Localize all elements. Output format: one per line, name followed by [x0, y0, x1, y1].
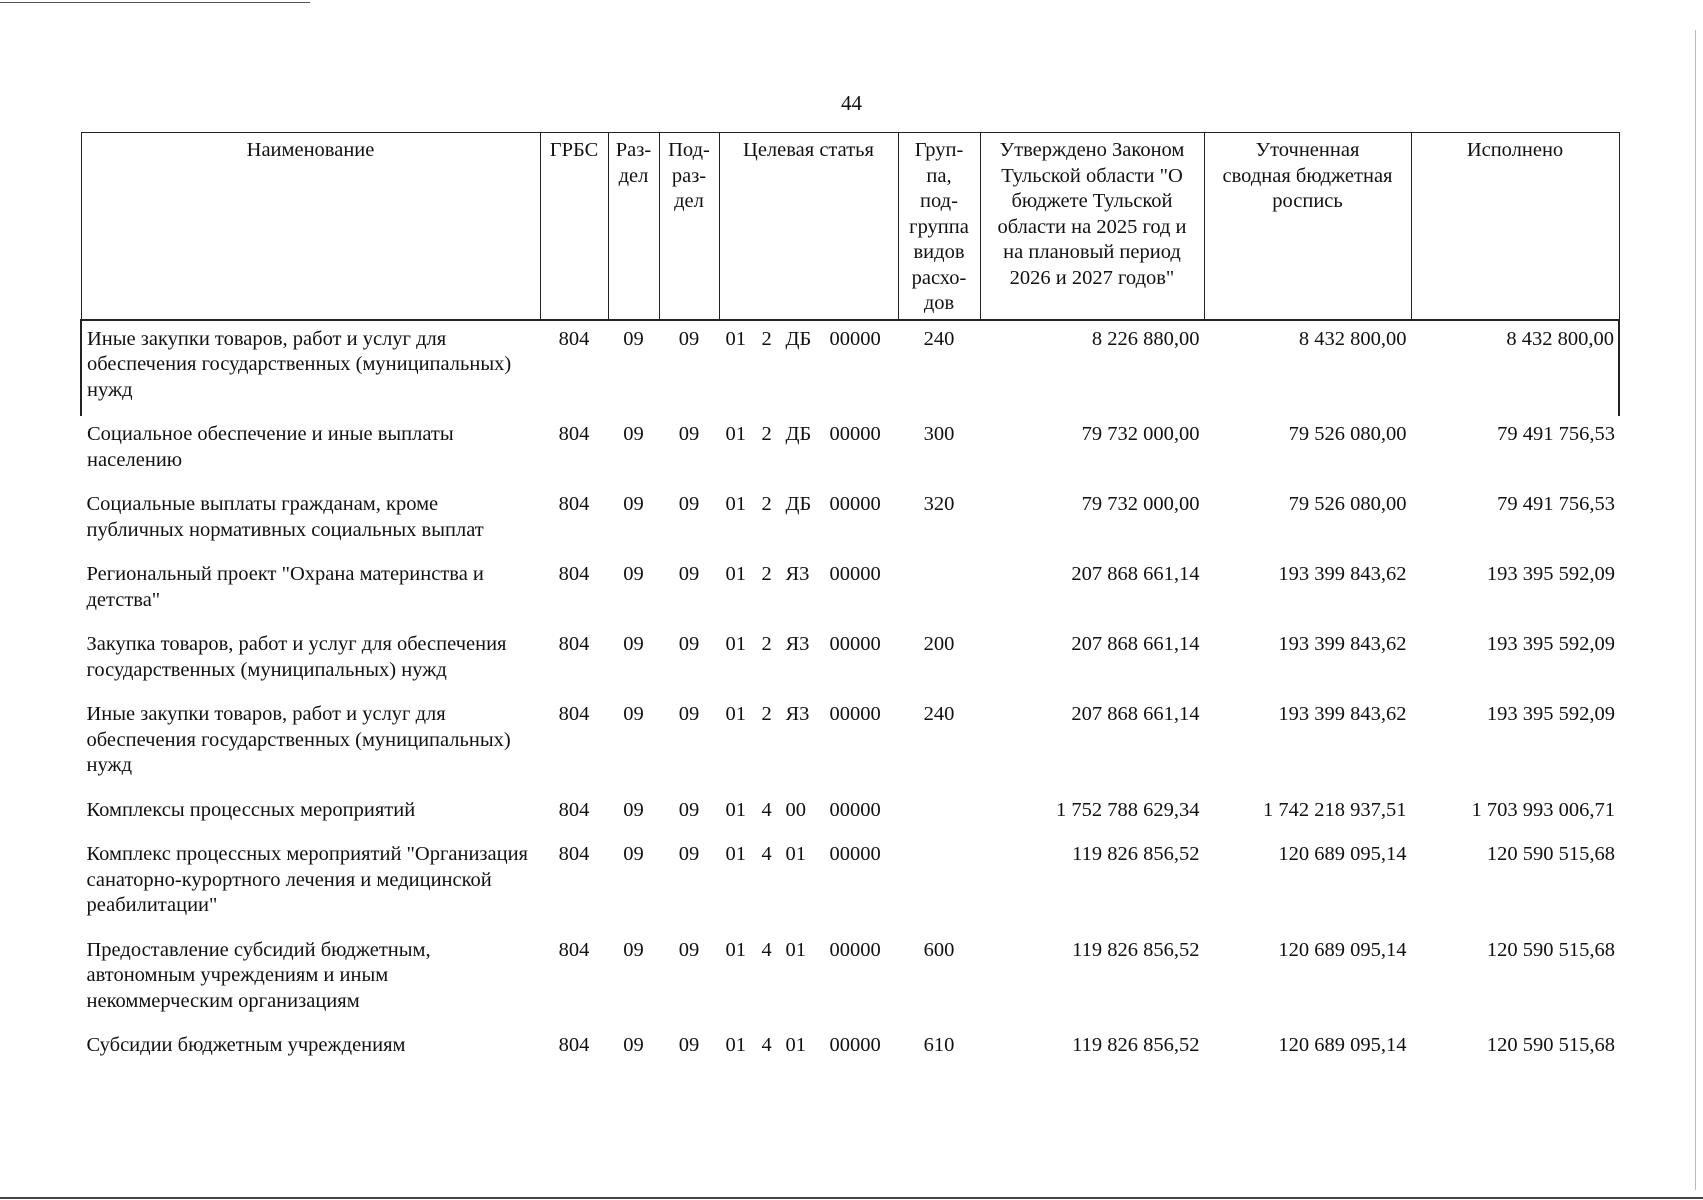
header-gruppa: Груп- па, под- группа видов расхо- дов: [898, 133, 980, 320]
tselevaya-part-4: 00000: [829, 563, 881, 585]
tselevaya-part-3: 01: [785, 1034, 806, 1056]
table-row: [81, 626, 1619, 696]
row-name: Иные закупки товаров, работ и услуг для обеспечения государственных (муниципальных) нужд: [81, 320, 540, 417]
row-podrazdel: 09: [678, 798, 700, 821]
row-podrazdel: 09: [678, 563, 700, 585]
row-grbs: 804: [558, 563, 590, 585]
tselevaya-part-3: Я3: [785, 633, 810, 655]
row-grbs: 804: [558, 798, 590, 821]
row-tselevaya-statya: [719, 626, 898, 696]
table-header-row: [81, 133, 1619, 320]
tselevaya-part-1: 01: [725, 938, 746, 961]
row-grbs: 804: [558, 493, 590, 515]
row-utverzhdeno: 79 732 000,00: [1081, 423, 1200, 445]
header-razdel: Раз- дел: [608, 133, 659, 320]
tselevaya-part-2: 4: [761, 1034, 772, 1056]
scan-edge-right: [1695, 30, 1696, 1190]
row-razdel: 09: [608, 320, 659, 417]
tselevaya-part-1: 01: [725, 703, 746, 725]
row-name: Предоставление субсидий бюджетным, автономным учреждениям и иным некоммерческим организациям: [86, 938, 431, 1012]
row-utverzhdeno: 119 826 856,52: [1072, 938, 1200, 961]
tselevaya-part-2: 2: [761, 493, 772, 515]
row-tselevaya-statya: [719, 486, 898, 556]
tselevaya-part-4: 00000: [829, 1034, 881, 1056]
row-ispolneno: 120 590 515,68: [1486, 1034, 1615, 1056]
budget-table: [80, 132, 1620, 1072]
row-ispolneno: 8 432 800,00: [1411, 320, 1619, 417]
row-ispolneno: 79 491 756,53: [1497, 493, 1615, 515]
tselevaya-part-1: 01: [725, 327, 746, 350]
page-number: 44: [841, 91, 862, 115]
table-row: [81, 836, 1619, 932]
row-gruppa: 240: [898, 320, 980, 417]
row-name: Иные закупки товаров, работ и услуг для обеспечения государственных (муниципальных) нужд: [86, 703, 511, 776]
row-utverzhdeno: 119 826 856,52: [1072, 1034, 1200, 1056]
row-gruppa: 610: [923, 1034, 955, 1056]
tselevaya-part-1: 01: [725, 798, 746, 821]
row-ispolneno: 193 395 592,09: [1486, 633, 1615, 655]
row-razdel: 09: [623, 493, 644, 515]
row-gruppa: [898, 836, 980, 932]
row-utverzhdeno: 79 732 000,00: [1081, 493, 1200, 515]
row-utochnennaya: 193 399 843,62: [1278, 703, 1407, 725]
row-grbs: 804: [558, 938, 590, 961]
row-razdel: 09: [623, 703, 644, 725]
row-utochnennaya: 193 399 843,62: [1278, 633, 1407, 655]
row-ispolneno: 1 703 993 006,71: [1471, 798, 1615, 821]
row-ispolneno: 193 395 592,09: [1486, 703, 1615, 725]
row-gruppa: [898, 792, 980, 837]
tselevaya-part-1: 01: [725, 633, 746, 655]
row-utochnennaya: 1 742 218 937,51: [1263, 798, 1407, 821]
row-name: Комплекс процессных мероприятий "Организация санаторно-курортного лечения и медицинской реабилитации": [86, 843, 528, 916]
row-gruppa: 600: [923, 938, 955, 961]
tselevaya-part-1: 01: [725, 493, 746, 515]
row-ispolneno: 120 590 515,68: [1486, 843, 1615, 865]
table-row: [81, 486, 1619, 556]
row-razdel: 09: [623, 798, 644, 821]
row-razdel: 09: [623, 423, 644, 445]
row-utochnennaya: 120 689 095,14: [1278, 1034, 1407, 1056]
tselevaya-part-1: 01: [725, 563, 746, 585]
row-gruppa: 320: [923, 493, 955, 515]
row-grbs: 804: [558, 703, 590, 725]
row-utverzhdeno: 207 868 661,14: [1071, 703, 1200, 725]
tselevaya-part-3: 01: [785, 938, 806, 961]
row-tselevaya-statya: [719, 1027, 898, 1072]
row-utochnennaya: 193 399 843,62: [1278, 563, 1407, 585]
tselevaya-part-1: 01: [725, 843, 746, 865]
row-tselevaya-statya: [719, 792, 898, 837]
tselevaya-part-4: 00000: [829, 633, 881, 655]
row-grbs: 804: [558, 1034, 590, 1056]
row-tselevaya-statya: [719, 932, 898, 1028]
table-row: [81, 556, 1619, 626]
row-utverzhdeno: 8 226 880,00: [980, 320, 1204, 417]
row-utochnennaya: 120 689 095,14: [1278, 938, 1407, 961]
row-utochnennaya: 120 689 095,14: [1278, 843, 1407, 865]
tselevaya-part-2: 2: [761, 563, 772, 585]
row-podrazdel: 09: [678, 493, 700, 515]
tselevaya-part-4: 00000: [829, 843, 881, 865]
row-gruppa: 300: [923, 423, 955, 445]
row-razdel: 09: [623, 633, 644, 655]
row-gruppa: 240: [923, 703, 955, 725]
row-tselevaya-statya: [719, 696, 898, 792]
header-podrazdel: Под- раз- дел: [659, 133, 719, 320]
row-name: Социальные выплаты гражданам, кроме публичных нормативных социальных выплат: [86, 493, 484, 541]
row-razdel: 09: [623, 563, 644, 585]
row-grbs: 804: [558, 843, 590, 865]
tselevaya-part-4: 00000: [829, 938, 881, 961]
table-row: [81, 696, 1619, 792]
header-ispolneno: Исполнено: [1411, 133, 1619, 320]
tselevaya-part-2: 2: [761, 327, 772, 350]
row-name: Субсидии бюджетным учреждениям: [86, 1034, 406, 1056]
tselevaya-part-3: 01: [785, 843, 806, 865]
tselevaya-part-3: ДБ: [785, 493, 812, 515]
row-tselevaya-statya: [719, 556, 898, 626]
row-name: Региональный проект "Охрана материнства и детства": [86, 563, 484, 611]
row-name: Закупка товаров, работ и услуг для обеспечения государственных (муниципальных) нужд: [86, 633, 507, 681]
row-podrazdel: 09: [659, 320, 719, 417]
tselevaya-part-1: 01: [725, 423, 746, 445]
row-name: Социальное обеспечение и иные выплаты населению: [87, 423, 454, 471]
row-tselevaya-statya: [719, 320, 898, 417]
row-razdel: 09: [623, 1034, 644, 1056]
tselevaya-part-2: 2: [761, 633, 772, 655]
row-podrazdel: 09: [678, 938, 700, 961]
row-utochnennaya: 79 526 080,00: [1288, 423, 1407, 445]
scan-edge-bottom: [0, 1197, 1703, 1199]
tselevaya-part-4: 00000: [829, 423, 881, 445]
table-row: [81, 416, 1619, 486]
row-podrazdel: 09: [678, 1034, 700, 1056]
table-row: [81, 1027, 1619, 1072]
tselevaya-part-2: 4: [761, 938, 772, 961]
table-row: [81, 932, 1619, 1028]
row-podrazdel: 09: [678, 843, 700, 865]
row-gruppa: [898, 556, 980, 626]
table-row: [81, 320, 1619, 417]
row-podrazdel: 09: [678, 703, 700, 725]
tselevaya-part-3: ДБ: [785, 327, 812, 350]
row-tselevaya-statya: [719, 836, 898, 932]
header-grbs: ГРБС: [540, 133, 608, 320]
row-razdel: 09: [623, 843, 644, 865]
header-utochnennaya: Уточненная сводная бюджетная роспись: [1204, 133, 1411, 320]
row-utverzhdeno: 207 868 661,14: [1071, 633, 1200, 655]
tselevaya-part-2: 2: [761, 423, 772, 445]
row-ispolneno: 79 491 756,53: [1497, 423, 1615, 445]
tselevaya-part-4: 00000: [829, 798, 881, 821]
tselevaya-part-4: 00000: [829, 703, 881, 725]
scan-edge-top: [0, 2, 310, 3]
tselevaya-part-4: 00000: [829, 327, 881, 350]
row-ispolneno: 120 590 515,68: [1486, 938, 1615, 961]
tselevaya-part-4: 00000: [829, 493, 881, 515]
tselevaya-part-3: Я3: [785, 703, 810, 725]
tselevaya-part-1: 01: [725, 1034, 746, 1056]
row-name: Комплексы процессных мероприятий: [86, 798, 416, 821]
row-podrazdel: 09: [678, 633, 700, 655]
header-name: Наименование: [81, 133, 540, 320]
row-razdel: 09: [623, 938, 644, 961]
row-grbs: 804: [540, 320, 608, 417]
table-row: [81, 792, 1619, 837]
tselevaya-part-2: 2: [761, 703, 772, 725]
tselevaya-part-2: 4: [761, 843, 772, 865]
tselevaya-part-3: Я3: [785, 563, 810, 585]
row-utverzhdeno: 1 752 788 629,34: [1056, 798, 1200, 821]
row-utochnennaya: 79 526 080,00: [1288, 493, 1407, 515]
tselevaya-part-3: 00: [785, 798, 806, 821]
row-ispolneno: 193 395 592,09: [1486, 563, 1615, 585]
row-gruppa: 200: [923, 633, 955, 655]
row-utochnennaya: 8 432 800,00: [1204, 320, 1411, 417]
row-grbs: 804: [558, 633, 590, 655]
tselevaya-part-2: 4: [761, 798, 772, 821]
row-utverzhdeno: 207 868 661,14: [1071, 563, 1200, 585]
row-grbs: 804: [558, 423, 590, 445]
tselevaya-part-3: ДБ: [785, 423, 812, 445]
header-utverzhdeno: Утверждено Законом Тульской области "О бюджете Тульской области на 2025 год и на плановый период 2026 и 2027 годов": [980, 133, 1204, 320]
row-podrazdel: 09: [678, 423, 700, 445]
row-tselevaya-statya: [719, 416, 898, 486]
row-utverzhdeno: 119 826 856,52: [1072, 843, 1200, 865]
header-tselevaya-statya: Целевая статья: [719, 133, 898, 320]
